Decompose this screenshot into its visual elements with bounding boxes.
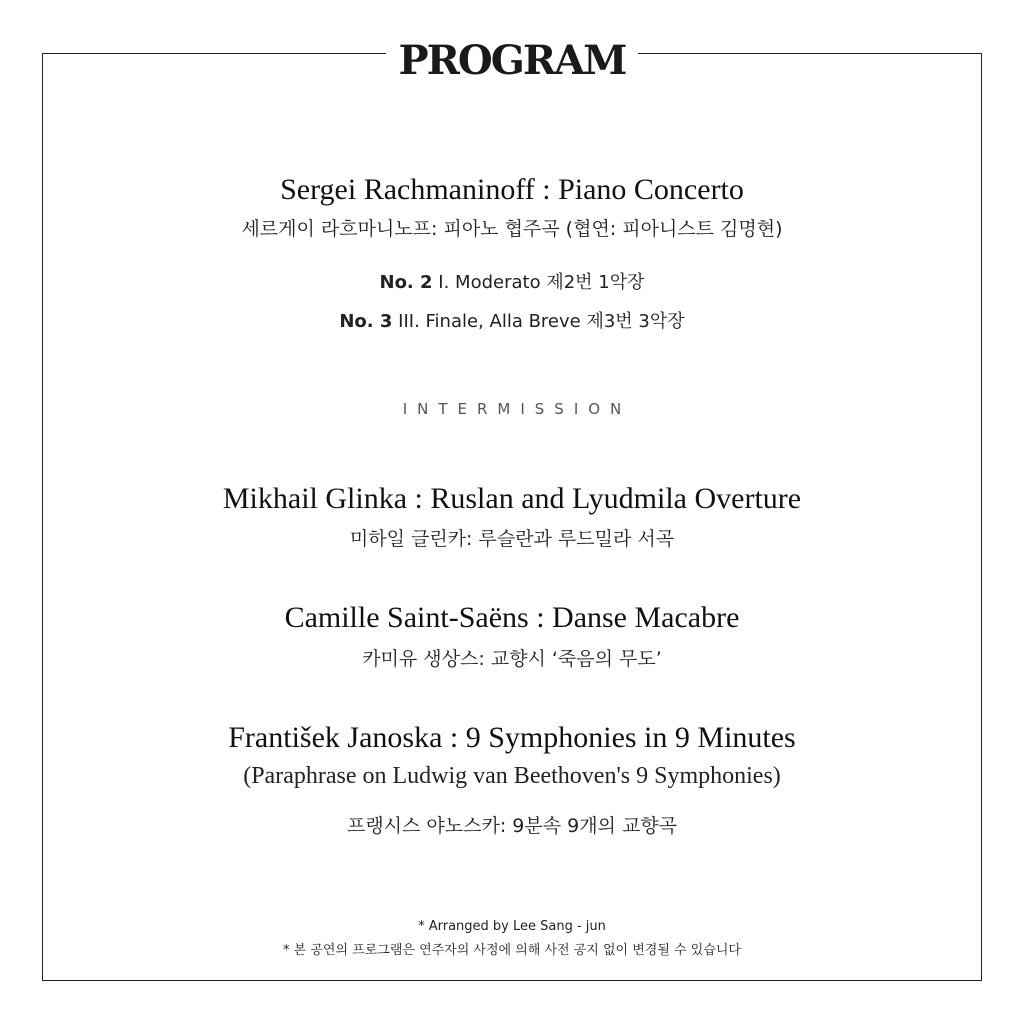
arranger-note: * Arranged by Lee Sang - jun bbox=[418, 919, 606, 934]
piece-title-saint-saens: Camille Saint-Saëns : Danse Macabre bbox=[284, 601, 740, 634]
piece-subtitle-janoska: (Paraphrase on Ludwig van Beethoven's 9 Symphonies) bbox=[243, 763, 781, 789]
piece-korean-rachmaninoff: 세르게이 라흐마니노프: 피아노 협주곡 (협연: 피아니스트 김명현) bbox=[241, 218, 783, 240]
movement-text: III. Finale, Alla Breve 제3번 3악장 bbox=[398, 311, 685, 332]
movement-number: No. 2 bbox=[379, 272, 433, 293]
piece-title-rachmaninoff: Sergei Rachmaninoff : Piano Concerto bbox=[280, 173, 744, 206]
change-notice: * 본 공연의 프로그램은 연주자의 사정에 의해 사전 공지 없이 변경될 수 있습니다 bbox=[283, 943, 741, 958]
piece-title-glinka: Mikhail Glinka : Ruslan and Lyudmila Overture bbox=[222, 482, 802, 515]
piece-korean-glinka: 미하일 글린카: 루슬란과 루드밀라 서곡 bbox=[349, 528, 675, 550]
intermission-label: INTERMISSION bbox=[402, 400, 632, 418]
movement-no-2 bbox=[0, 270, 1024, 296]
movement-text: I. Moderato 제2번 1악장 bbox=[438, 272, 645, 293]
piece-korean-janoska: 프랭시스 야노스카: 9분속 9개의 교향곡 bbox=[346, 815, 678, 837]
piece-korean-saint-saens: 카미유 생상스: 교향시 ‘죽음의 무도’ bbox=[362, 648, 662, 670]
movement-number: No. 3 bbox=[339, 311, 393, 332]
program-title: PROGRAM bbox=[398, 37, 626, 84]
piece-title-janoska: František Janoska : 9 Symphonies in 9 Minutes bbox=[228, 721, 796, 754]
movement-no-3 bbox=[0, 309, 1024, 335]
